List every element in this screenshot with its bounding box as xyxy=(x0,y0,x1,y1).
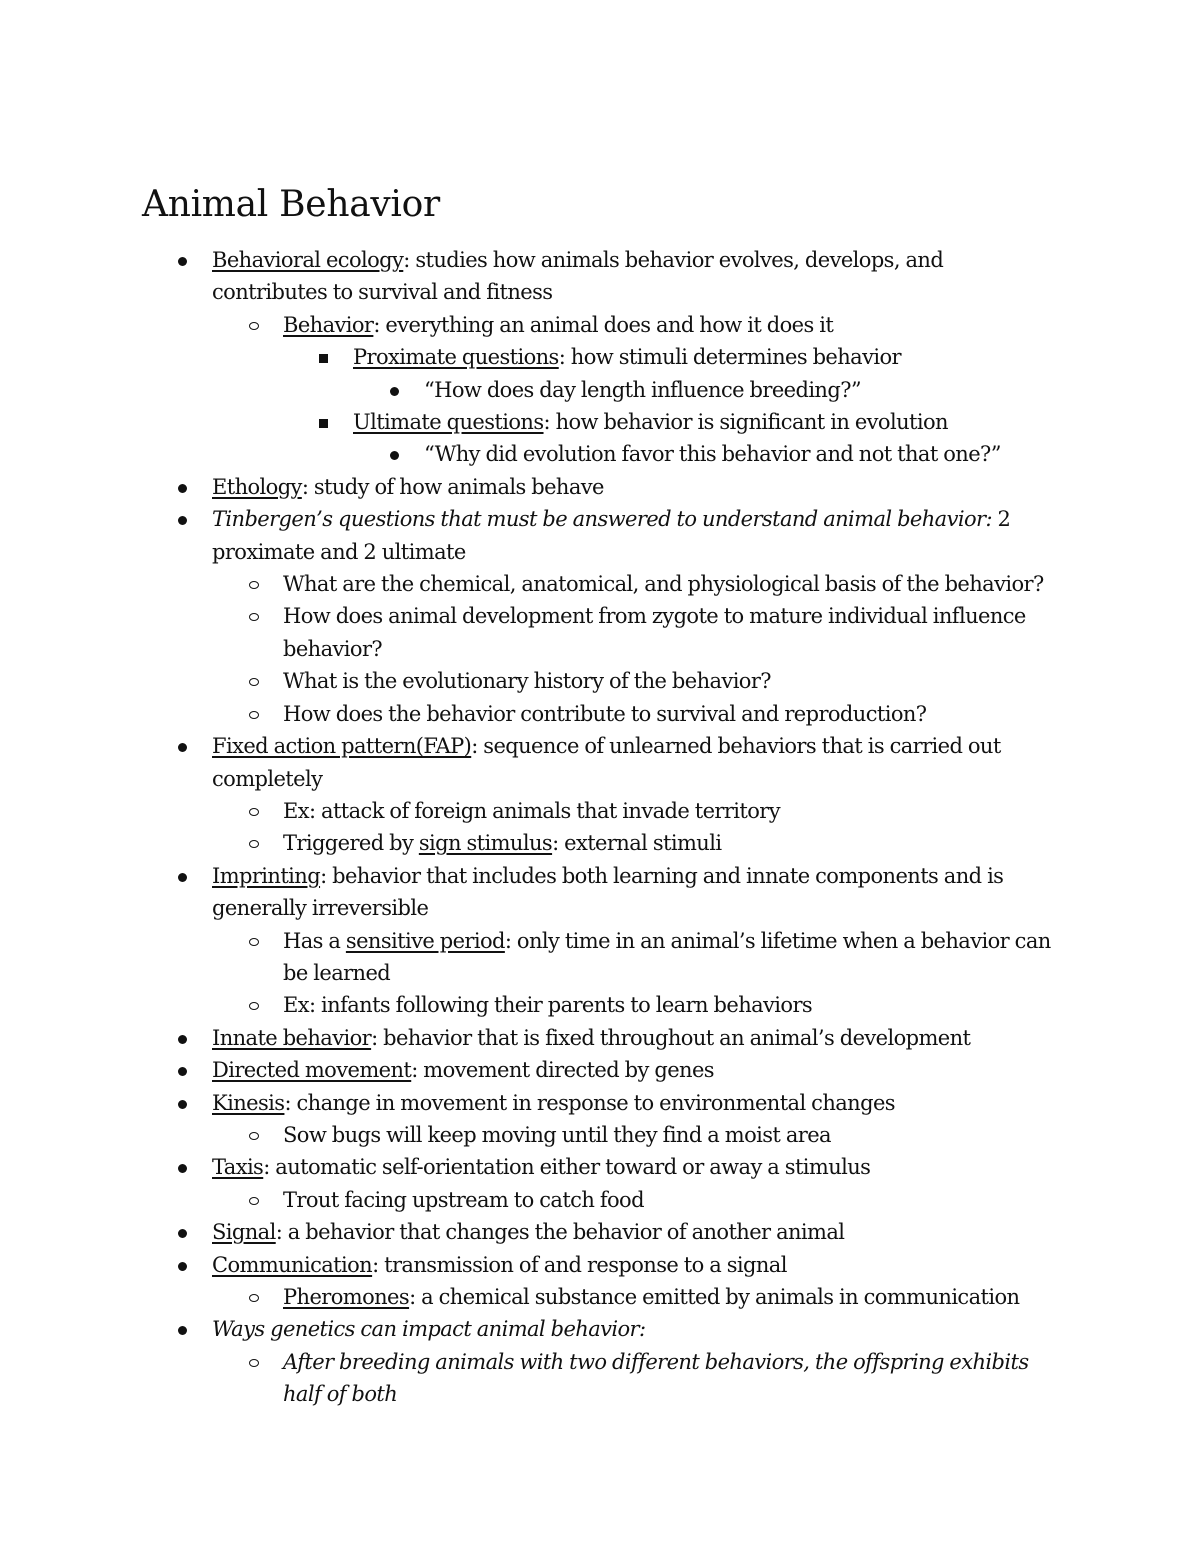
term-behavioral-ecology: Behavioral ecology xyxy=(212,248,404,272)
list-item-tinbergen xyxy=(212,503,1062,568)
definition-ultimate-questions: : how behavior is significant in evolution xyxy=(543,410,948,435)
definition-directed-movement: : movement directed by genes xyxy=(411,1058,714,1083)
list-item-proximate-questions xyxy=(353,341,1063,373)
definition-taxis: : automatic self-orientation either toward or away a stimulus xyxy=(263,1155,871,1180)
list-item-genetics xyxy=(212,1313,1062,1345)
list-item-signal xyxy=(212,1216,1062,1248)
list-item-ultimate-questions xyxy=(353,406,1063,438)
term-ultimate-questions: Ultimate questions xyxy=(353,410,544,435)
term-sign-stimulus: sign stimulus xyxy=(418,831,553,856)
definition-imprinting: : behavior that includes both learning and innate components and is generally irreversible xyxy=(212,863,1004,921)
term-pheromones: Pheromones xyxy=(283,1285,410,1309)
definition-innate-behavior: : behavior that is fixed throughout an animal’s development xyxy=(371,1025,971,1050)
list-item-imprinting xyxy=(212,860,1062,925)
proximate-example-text: “How does day length influence breeding?” xyxy=(424,377,861,402)
list-item-innate-behavior xyxy=(212,1022,1062,1054)
definition-ethology: : study of how animals behave xyxy=(301,474,604,499)
list-item-kinesis-example xyxy=(283,1119,1063,1151)
definition-behavior: : everything an animal does and how it does it xyxy=(373,312,834,337)
list-item-taxis xyxy=(212,1151,1062,1183)
ultimate-example-text: “Why did evolution favor this behavior and not that one?” xyxy=(424,442,1001,467)
list-item-tinbergen-q3 xyxy=(283,665,1063,697)
fap-trigger-text: : external stimuli xyxy=(552,831,722,856)
term-sensitive-period: sensitive period xyxy=(345,928,505,953)
list-item-tinbergen-q2 xyxy=(283,600,1063,665)
list-item-fap xyxy=(212,730,1062,795)
list-item-ultimate-example xyxy=(424,438,1064,470)
sensitive-prefix: Has a xyxy=(283,928,346,953)
list-item-directed-movement xyxy=(212,1054,1062,1086)
term-communication: Communication xyxy=(212,1252,373,1277)
term-fap: Fixed action pattern(FAP) xyxy=(212,734,472,759)
taxis-example-text: Trout facing upstream to catch food xyxy=(283,1187,644,1212)
term-ethology: Ethology xyxy=(212,474,302,499)
term-signal: Signal xyxy=(212,1220,276,1245)
genetics-example-text: After breeding animals with two different behaviors, the offspring exhibits half of both xyxy=(283,1349,1029,1407)
sensitive-text: : only time in an animal’s lifetime when a behavior can be learned xyxy=(283,928,1051,985)
term-innate-behavior: Innate behavior xyxy=(212,1025,372,1050)
list-item-sensitive-period xyxy=(283,925,1063,990)
notes-list xyxy=(0,244,1200,1411)
list-item-genetics-example xyxy=(283,1346,1063,1411)
genetics-heading: Ways genetics can impact animal behavior: xyxy=(212,1317,646,1342)
tinbergen-heading: Tinbergen’s questions that must be answered to understand animal behavior: xyxy=(212,507,992,532)
kinesis-example-text: Sow bugs will keep moving until they find a moist area xyxy=(283,1122,831,1147)
page-title: Animal Behavior xyxy=(142,184,440,225)
list-item-behavior xyxy=(283,309,1063,341)
definition-communication: : transmission of and response to a signal xyxy=(372,1252,787,1277)
fap-example-text: Ex: attack of foreign animals that invade territory xyxy=(283,798,781,823)
list-item-fap-trigger xyxy=(283,827,1063,859)
list-item-taxis-example xyxy=(283,1184,1063,1216)
imprinting-example-text: Ex: infants following their parents to learn behaviors xyxy=(283,993,813,1018)
term-taxis: Taxis xyxy=(212,1155,264,1180)
tinbergen-question-2: How does animal development from zygote to mature individual influence behavior? xyxy=(283,604,1026,661)
definition-fap: : sequence of unlearned behaviors that is carried out completely xyxy=(212,734,1001,791)
term-imprinting: Imprinting xyxy=(212,863,321,888)
fap-trigger-prefix: Triggered by xyxy=(283,831,419,856)
list-item-kinesis xyxy=(212,1087,1062,1119)
list-item-tinbergen-q1 xyxy=(283,568,1063,600)
tinbergen-text: 2 proximate and 2 ultimate xyxy=(212,507,1011,564)
list-item-proximate-example xyxy=(424,374,1064,406)
list-item-imprinting-example xyxy=(283,989,1063,1021)
list-item-tinbergen-q4 xyxy=(283,698,1063,730)
tinbergen-question-3: What is the evolutionary history of the behavior? xyxy=(283,669,771,694)
term-behavior: Behavior xyxy=(283,312,374,337)
tinbergen-question-1: What are the chemical, anatomical, and physiological basis of the behavior? xyxy=(283,572,1044,597)
definition-proximate-questions: : how stimuli determines behavior xyxy=(558,345,901,370)
list-item-pheromones xyxy=(283,1281,1063,1313)
definition-kinesis: : change in movement in response to environmental changes xyxy=(284,1090,895,1115)
list-item-ethology xyxy=(212,471,1062,503)
definition-behavioral-ecology: : studies how animals behavior evolves, develops, and contributes to survival and fitness xyxy=(212,248,944,305)
term-directed-movement: Directed movement xyxy=(212,1058,412,1083)
list-item-communication xyxy=(212,1249,1062,1281)
term-proximate-questions: Proximate questions xyxy=(353,345,559,370)
tinbergen-question-4: How does the behavior contribute to survival and reproduction? xyxy=(283,701,927,726)
list-item-behavioral-ecology xyxy=(212,244,1062,309)
term-kinesis: Kinesis xyxy=(212,1090,285,1115)
list-item-fap-example xyxy=(283,795,1063,827)
definition-pheromones: : a chemical substance emitted by animals in communication xyxy=(409,1285,1020,1309)
definition-signal: : a behavior that changes the behavior of another animal xyxy=(275,1220,845,1245)
